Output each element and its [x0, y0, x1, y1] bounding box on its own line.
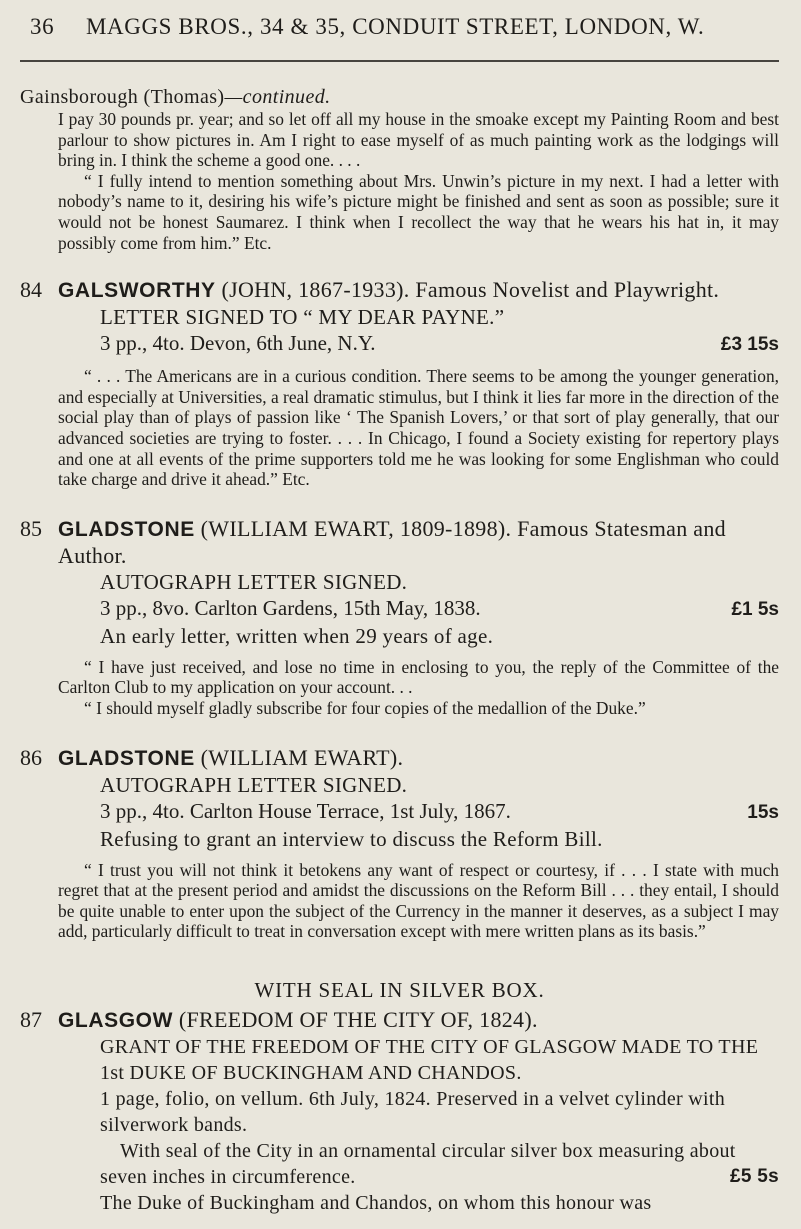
quote-paragraph: “ I trust you will not think it betokens any want of respect or courtesy, if . . . I state with much regret that at the present period and amidst the discussions on the Reform Bill . . . they entail, I should be quite unable to enter upon the subject of the Currency in the manner it deserves, as a subject I may add, particularly difficult to treat in conversation except with mere written plans as its basis.” [58, 859, 779, 942]
lot-heading [20, 745, 779, 772]
lot-name: GLASGOW [58, 1008, 174, 1032]
lot-heading [20, 516, 779, 569]
header-rule [20, 60, 779, 62]
lot-details: (JOHN, 1867-1933). Famous Novelist and Playwright. [221, 277, 720, 303]
lot-description: 1 page, folio, on vellum. 6th July, 1824. Preserved in a velvet cylinder with silverwork bands. [100, 1087, 726, 1136]
lot-heading [20, 277, 779, 304]
lot-note: An early letter, written when 29 years of age. [100, 623, 494, 648]
lot-collation-row [20, 330, 779, 358]
lot-price: £3 15s [720, 334, 779, 356]
lot-price: 15s [747, 801, 779, 823]
quote-paragraph: “ I should myself gladly subscribe for four copies of the medallion of the Duke.” [84, 697, 646, 718]
lot-quote [20, 366, 779, 490]
lot-entry [20, 277, 779, 490]
lot-name: GALSWORTHY [58, 279, 216, 303]
section-heading: WITH SEAL IN SILVER BOX. [254, 977, 545, 1002]
lot-title: AUTOGRAPH LETTER SIGNED. [100, 569, 408, 594]
lot-continuation-line: The Duke of Buckingham and Chandos, on whom this honour was [100, 1191, 652, 1214]
lot-title: LETTER SIGNED TO “ MY DEAR PAYNE.” [100, 305, 505, 330]
lot-collation: 3 pp., 4to. Devon, 6th June, N.Y. [100, 331, 376, 356]
page-number: 36 [30, 14, 55, 39]
running-title: MAGGS BROS., 34 & 35, CONDUIT STREET, LONDON, W. [86, 14, 705, 39]
lot-quote [20, 657, 779, 719]
lot-details: (WILLIAM EWART, 1809-1898). Famous Statesman and Author. [58, 515, 726, 568]
lot-details: (WILLIAM EWART). [200, 744, 404, 770]
lot-number: 87 [20, 1006, 42, 1032]
continued-name: Gainsborough (Thomas) [20, 86, 225, 108]
lot-quote [20, 860, 779, 942]
lot-entry [20, 745, 779, 942]
lot-collation-row [20, 798, 779, 826]
continued-paragraph-1: I pay 30 pounds pr. year; and so let off all my house in the smoake except my Painting Room and best parlour to show pictures in. Am I right to ease myself of as much painting work as the lodgings will bring in. I think the scheme a good one. . . . [58, 109, 779, 171]
seal-description: With seal of the City in an ornamental circular silver box measuring about seven inches in circumference. [100, 1139, 736, 1188]
lot-number: 84 [20, 277, 42, 303]
lot-heading [20, 1007, 779, 1034]
lot-number: 86 [20, 744, 42, 770]
lot-price: £5 5s [729, 1165, 779, 1187]
lot-collation: 3 pp., 8vo. Carlton Gardens, 15th May, 1838. [100, 595, 481, 620]
lot-collation: 3 pp., 4to. Carlton House Terrace, 1st July, 1867. [100, 798, 511, 823]
lot-collation-row [20, 595, 779, 623]
continued-text [20, 109, 779, 253]
lot-title: AUTOGRAPH LETTER SIGNED. [100, 772, 408, 797]
continued-suffix: —continued. [224, 86, 331, 108]
running-head [20, 14, 779, 48]
quote-paragraph: “ I have just received, and lose no time in enclosing to you, the reply of the Committee of the Carlton Club to my application on your account. . . [58, 656, 779, 698]
quote-paragraph: “ . . . The Americans are in a curious condition. There seems to be among the younger generation, and especially at Universities, a real dramatic stimulus, but I think it lies far more in the direction of the social play than of plays of passion like ‘ The Spanish Lovers,’ or that sort of play generally, that our advanced societies are trying to foster. . . . In Chicago, I found a Society existing for repertory plays and one at all events of the prime supporters told me he was looking for some Englishman who could take charge and drive it ahead.” Etc. [58, 366, 780, 490]
lot-name: GLADSTONE [58, 517, 195, 541]
lot-details: (FREEDOM OF THE CITY OF, 1824). [178, 1006, 538, 1032]
lot-number: 85 [20, 515, 42, 541]
lot-entry [20, 1007, 779, 1216]
lot-name: GLADSTONE [58, 746, 195, 770]
lot-price: £1 5s [731, 598, 779, 620]
lot-seal-text [20, 1138, 779, 1190]
continued-paragraph-2: “ I fully intend to mention something about Mrs. Unwin’s picture in my next. I had a letter with nobody’s name to it, desiring his wife’s picture might be finished and sent as soon as possible; sure it would not be honest Saumarez. I think when I recollect the way that he wears his hat in, it may possibly come from him.” Etc. [58, 170, 779, 253]
lot-note: Refusing to grant an interview to discuss the Reform Bill. [100, 826, 603, 851]
lot-entry [20, 516, 779, 719]
continued-heading [20, 86, 779, 109]
lot-title: GRANT OF THE FREEDOM OF THE CITY OF GLASGOW MADE TO THE 1st DUKE OF BUCKINGHAM AND CHANDOS. [100, 1035, 759, 1084]
